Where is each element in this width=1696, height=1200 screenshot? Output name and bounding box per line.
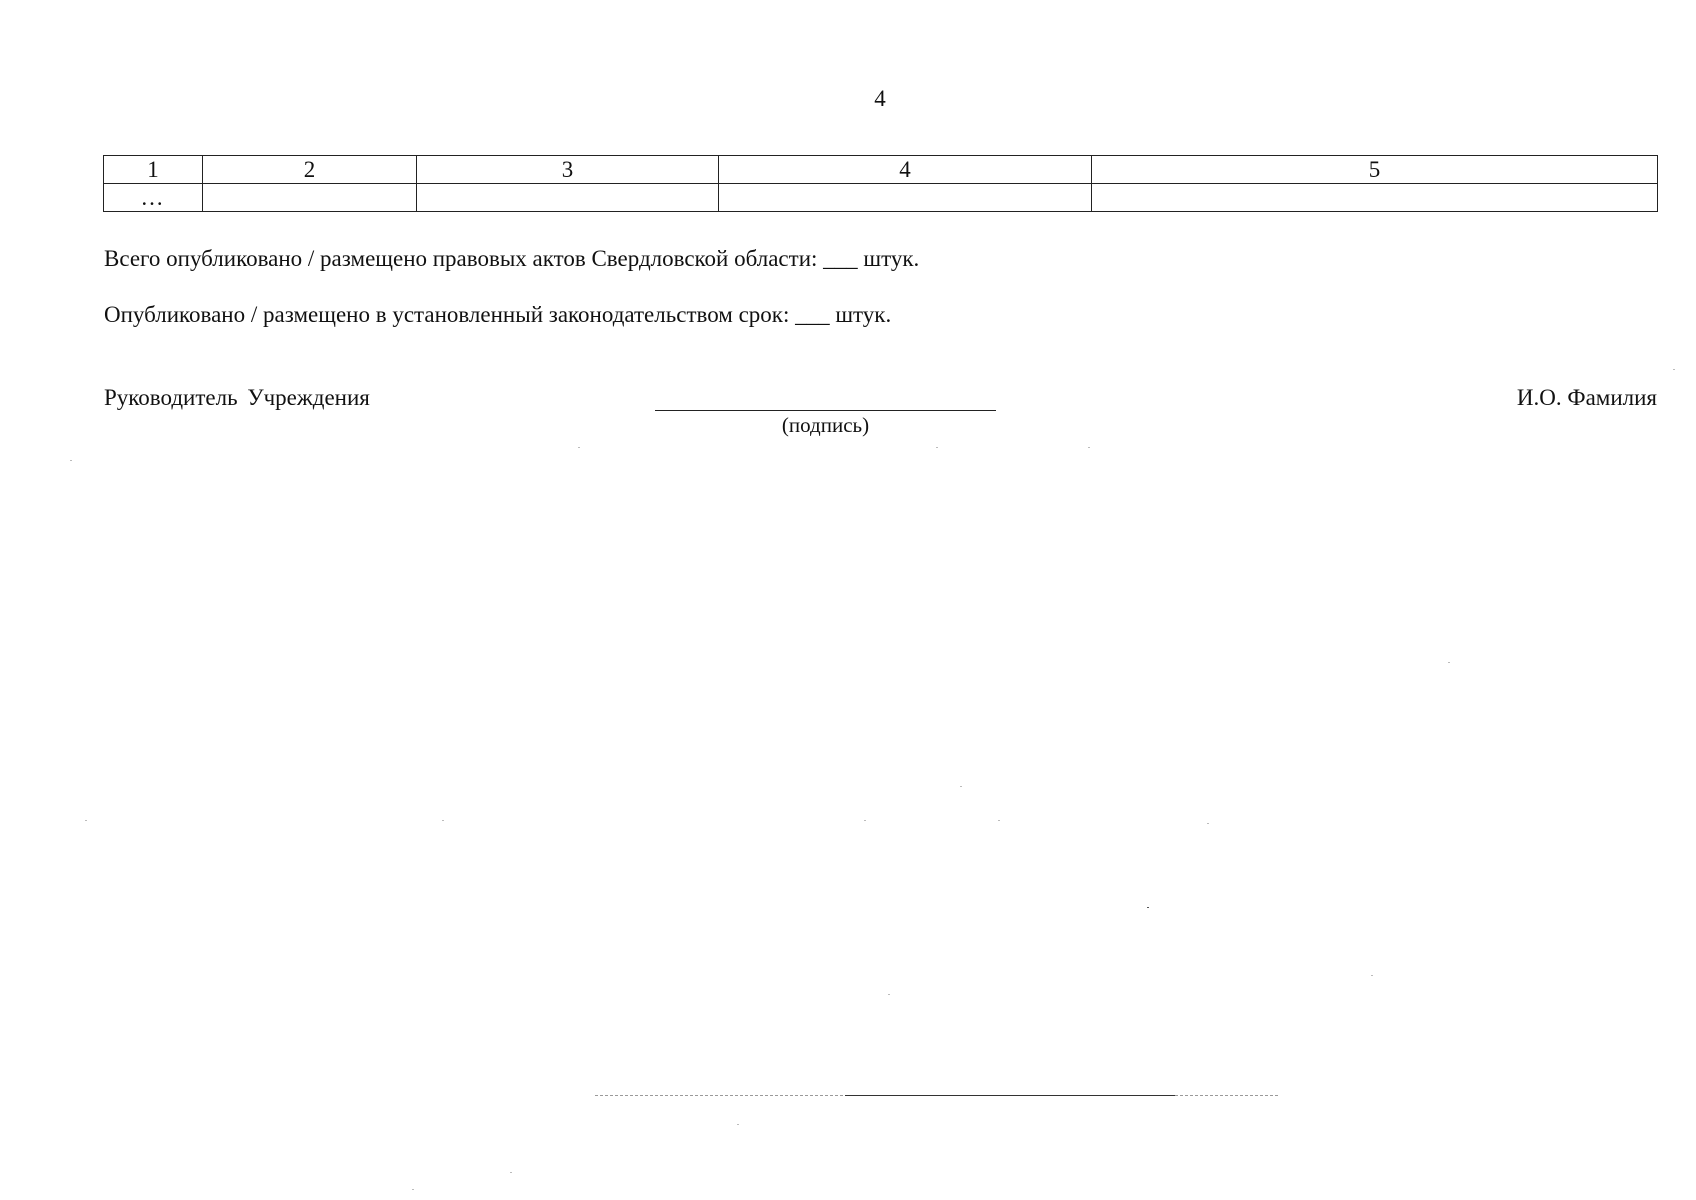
scan-speck	[1448, 662, 1450, 663]
scan-artifact-line	[845, 1095, 1175, 1096]
scan-speck	[737, 1124, 739, 1125]
table-cell	[719, 184, 1092, 212]
table-cell	[203, 184, 417, 212]
signatory-role: Руководитель Учреждения	[104, 385, 370, 410]
report-table	[103, 155, 1658, 212]
signature-block	[104, 385, 1657, 445]
table-header-cell: 5	[1092, 156, 1658, 184]
table-header-cell: 3	[417, 156, 719, 184]
signature-line	[655, 410, 996, 411]
scan-speck	[578, 447, 580, 448]
scan-speck	[864, 820, 866, 821]
table-cell	[1092, 184, 1658, 212]
signatory-name: И.О. Фамилия	[1516, 385, 1657, 410]
scan-speck	[442, 820, 444, 821]
scan-speck	[1207, 823, 1209, 824]
total-published-line: Всего опубликовано / размещено правовых актов Свердловской области: ___ штук.	[104, 246, 920, 271]
table-header-cell: 1	[104, 156, 203, 184]
scan-speck	[70, 460, 72, 461]
scan-speck	[1371, 975, 1373, 976]
ontime-published-line: Опубликовано / размещено в установленный законодательством срок: ___ штук.	[104, 302, 892, 327]
table-row	[104, 184, 1658, 212]
table-cell: …	[104, 184, 203, 212]
scan-speck	[510, 1172, 512, 1173]
signature-caption: (подпись)	[781, 413, 870, 437]
scan-speck	[1088, 447, 1090, 448]
scan-speck	[998, 820, 1000, 821]
table-header-row	[104, 156, 1658, 184]
page-number: 4	[874, 86, 886, 111]
table-header-cell: 4	[719, 156, 1092, 184]
scan-speck	[888, 994, 890, 995]
scan-speck	[412, 1189, 414, 1190]
table-header-cell: 2	[203, 156, 417, 184]
scan-speck	[85, 820, 87, 821]
scan-speck	[1673, 369, 1675, 370]
scan-speck	[1147, 907, 1149, 908]
table-cell	[417, 184, 719, 212]
scan-speck	[936, 447, 938, 448]
scan-speck	[960, 786, 962, 787]
